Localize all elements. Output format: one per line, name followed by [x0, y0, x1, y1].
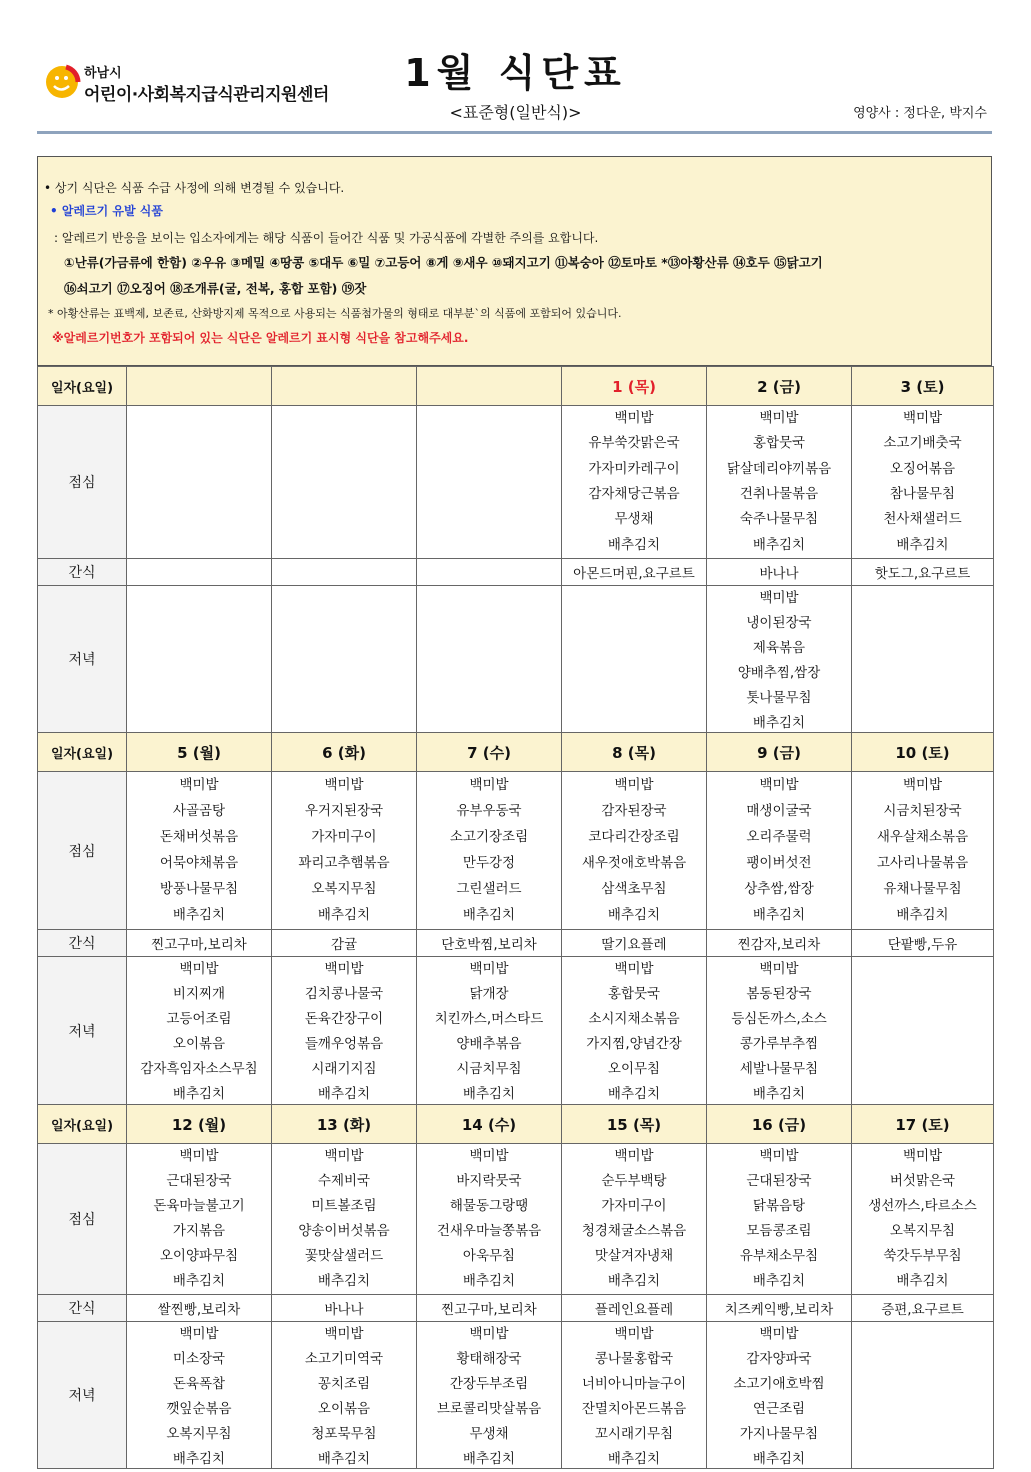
menu-item: 버섯맑은국 — [889, 1173, 956, 1189]
menu-item: 비지찌개 — [172, 986, 226, 1002]
menu-item: 삼색초무침 — [601, 881, 667, 898]
menu-item: 아욱무침 — [462, 1248, 516, 1264]
menu-item: 수제비국 — [317, 1173, 371, 1189]
dinner-label: 저녁 — [38, 586, 127, 733]
menu-item: 코다리간장조림 — [588, 828, 680, 845]
menu-item: 황태해장국 — [456, 1351, 522, 1367]
dinner-cell — [707, 1322, 852, 1469]
menu-item: 미트볼조림 — [311, 1198, 377, 1214]
lunch-cell — [707, 1144, 852, 1295]
snack-row — [38, 559, 994, 586]
menu-item: 만두강정 — [462, 855, 516, 872]
lunch-cell — [562, 1144, 707, 1295]
menu-item: 참나물무침 — [889, 486, 956, 503]
allergy-list: ⑯쇠고기 ⑰오징어 ⑱조개류(굴, 전복, 홍합 포함) ⑲잣 — [64, 281, 367, 296]
dinner-cell — [852, 1322, 994, 1469]
menu-item: 백미밥 — [614, 776, 654, 793]
lunch-label: 점심 — [38, 406, 127, 559]
dinner-cell — [272, 586, 417, 733]
snack-label: 간식 — [38, 559, 127, 586]
menu-item: 오복지무침 — [889, 1223, 956, 1239]
menu-item: 배추김치 — [752, 1451, 806, 1467]
menu-item: 돈육간장구이 — [304, 1011, 384, 1027]
menu-item: 백미밥 — [759, 1148, 799, 1164]
menu-item: 백미밥 — [902, 776, 943, 793]
dinner-cell — [707, 957, 852, 1105]
menu-item: 꽃맛살샐러드 — [304, 1248, 384, 1264]
menu-item: 천사채샐러드 — [883, 511, 962, 528]
date-cell: 2 (금) — [707, 367, 852, 406]
dietitian-names: 영양사 : 정다운, 박지수 — [853, 106, 987, 121]
snack-cell: 아몬드머핀,요구르트 — [562, 559, 707, 586]
menu-item: 홍합뭇국 — [607, 986, 661, 1002]
menu-item: 홍합뭇국 — [752, 435, 806, 452]
date-cell: 1 (목) — [562, 367, 707, 406]
menu-item: 건새우마늘쫑볶음 — [436, 1223, 542, 1239]
dinner-cell — [272, 957, 417, 1105]
menu-item: 유부채소무침 — [739, 1248, 819, 1264]
menu-item: 백미밥 — [902, 410, 943, 427]
menu-item: 우거지된장국 — [304, 802, 384, 819]
menu-item: 배추김치 — [172, 1086, 226, 1102]
menu-item: 시금치된장국 — [883, 802, 962, 819]
menu-item: 잔멸치아몬드볶음 — [581, 1401, 687, 1417]
date-cell — [272, 367, 417, 406]
snack-cell: 감귤 — [272, 930, 417, 957]
menu-item: 백미밥 — [324, 1148, 364, 1164]
menu-item: 백미밥 — [614, 1326, 654, 1342]
menu-item: 오이볶음 — [172, 1036, 226, 1052]
menu-item: 배추김치 — [172, 907, 226, 924]
allergy-list: ①난류(가금류에 한함) ②우유 ③메밀 ④땅콩 ⑤대두 ⑥밀 ⑦고등어 ⑧게 ⑨새우 ⑩돼지고기 ⑪복숭아 ⑫토마토 *⑬아황산류 ⑭호두 ⑮닭고기 — [64, 255, 823, 270]
menu-item: 유부쑥갓맑은국 — [588, 435, 680, 452]
menu-item: 숙주나물무침 — [739, 511, 819, 528]
snack-cell: 핫도그,요구르트 — [852, 559, 994, 586]
lunch-cell — [272, 406, 417, 559]
menu-item: 꽈리고추햄볶음 — [298, 855, 390, 872]
menu-item: 오복지무침 — [166, 1426, 232, 1442]
menu-item: 매생이굴국 — [746, 802, 812, 819]
menu-item: 간장두부조림 — [449, 1376, 529, 1392]
menu-item: 배추김치 — [317, 1273, 371, 1289]
menu-item: 방풍나물무침 — [159, 881, 239, 898]
snack-cell: 찐고구마,보리차 — [417, 1295, 562, 1322]
menu-item: 소고기장조림 — [449, 828, 529, 845]
menu-item: 돈육마늘불고기 — [153, 1198, 245, 1214]
menu-item: 백미밥 — [759, 590, 799, 606]
date-cell: 5 (월) — [127, 733, 272, 772]
menu-item: 고등어조림 — [166, 1011, 232, 1027]
header-divider — [37, 131, 992, 134]
menu-item: 배추김치 — [317, 1086, 371, 1102]
date-label: 일자(요일) — [38, 733, 127, 772]
lunch-cell — [562, 772, 707, 930]
menu-item: 소고기미역국 — [304, 1351, 384, 1367]
snack-cell: 바나나 — [707, 559, 852, 586]
menu-item: 양배추볶음 — [456, 1036, 522, 1052]
date-cell: 13 (화) — [272, 1105, 417, 1144]
lunch-cell — [852, 1144, 994, 1295]
menu-item: 배추김치 — [462, 1451, 516, 1467]
snack-cell: 단팥빵,두유 — [852, 930, 994, 957]
lunch-cell — [852, 406, 994, 559]
dinner-cell — [417, 1322, 562, 1469]
date-cell: 17 (토) — [852, 1105, 994, 1144]
date-cell: 6 (화) — [272, 733, 417, 772]
date-row — [38, 733, 994, 772]
menu-item: 가지볶음 — [172, 1223, 226, 1239]
snack-cell: 찐고구마,보리차 — [127, 930, 272, 957]
menu-item: 치킨까스,머스타드 — [434, 1011, 544, 1027]
date-row — [38, 367, 994, 406]
menu-item: 배추김치 — [752, 1086, 806, 1102]
menu-item: 백미밥 — [179, 776, 219, 793]
date-label: 일자(요일) — [38, 1105, 127, 1144]
date-cell: 16 (금) — [707, 1105, 852, 1144]
date-row — [38, 1105, 994, 1144]
snack-label: 간식 — [38, 1295, 127, 1322]
notice-line: : 알레르기 반응을 보이는 입소자에게는 해당 식품이 들어간 식품 및 가공식품에 각별한 주의를 요합니다. — [54, 231, 599, 245]
dinner-label: 저녁 — [38, 1322, 127, 1469]
lunch-cell — [272, 772, 417, 930]
menu-item: 배추김치 — [317, 907, 371, 924]
lunch-cell — [127, 406, 272, 559]
menu-item: 브로콜리맛살볶음 — [436, 1401, 542, 1417]
menu-item: 닭볶음탕 — [752, 1198, 806, 1214]
snack-cell: 딸기요플레 — [562, 930, 707, 957]
page-header — [0, 0, 1031, 140]
menu-item: 가자미구이 — [311, 828, 377, 845]
menu-item: 배추김치 — [607, 1273, 661, 1289]
menu-item: 소시지채소볶음 — [588, 1011, 680, 1027]
menu-item: 백미밥 — [179, 961, 219, 977]
menu-item: 돈채버섯볶음 — [159, 828, 239, 845]
allergy-heading: • 알레르기 유발 식품 — [50, 204, 163, 218]
date-cell: 14 (수) — [417, 1105, 562, 1144]
dinner-cell — [127, 957, 272, 1105]
menu-item: 쑥갓두부무침 — [883, 1248, 962, 1264]
notice-box — [37, 156, 992, 366]
menu-item: 백미밥 — [324, 776, 364, 793]
dinner-cell — [852, 957, 994, 1105]
dinner-cell — [562, 1322, 707, 1469]
org-name: 어린이·사회복지급식관리지원센터 — [84, 85, 329, 105]
menu-item: 냉이된장국 — [746, 615, 812, 631]
menu-item: 소고기배춧국 — [883, 435, 962, 452]
menu-item: 팽이버섯전 — [746, 855, 812, 872]
dinner-row — [38, 586, 994, 733]
menu-item: 가자미카레구이 — [588, 460, 680, 477]
dinner-cell — [272, 1322, 417, 1469]
menu-item: 꽁치조림 — [317, 1376, 371, 1392]
notice-line: • 상기 식단은 식품 수급 사정에 의해 변경될 수 있습니다. — [44, 181, 345, 195]
menu-item: 건취나물볶음 — [739, 486, 819, 503]
lunch-cell — [852, 772, 994, 930]
date-cell: 15 (목) — [562, 1105, 707, 1144]
lunch-cell — [562, 406, 707, 559]
lunch-cell — [707, 406, 852, 559]
menu-item: 시래기지짐 — [311, 1061, 377, 1077]
menu-item: 배추김치 — [896, 1273, 949, 1289]
menu-item: 배추김치 — [462, 1086, 516, 1102]
snack-cell — [127, 559, 272, 586]
dinner-cell — [707, 586, 852, 733]
menu-table — [37, 366, 994, 1469]
sulfite-note: * 아황산류는 표백제, 보존료, 산화방지제 목적으로 사용되는 식품첨가물의 형태로 대부분`의 식품에 포함되어 있습니다. — [48, 307, 622, 320]
lunch-label: 점심 — [38, 772, 127, 930]
menu-item: 백미밥 — [324, 961, 364, 977]
snack-cell: 플레인요플레 — [562, 1295, 707, 1322]
menu-item: 오징어볶음 — [889, 460, 956, 477]
menu-item: 무생채 — [469, 1426, 509, 1442]
menu-item: 유부우동국 — [456, 802, 522, 819]
menu-item: 배추김치 — [317, 1451, 371, 1467]
menu-item: 배추김치 — [607, 907, 661, 924]
menu-item: 배추김치 — [896, 907, 949, 924]
menu-item: 배추김치 — [607, 536, 661, 553]
menu-item: 제육볶음 — [752, 640, 806, 656]
dinner-cell — [417, 586, 562, 733]
menu-item: 감자흑임자소스무침 — [140, 1061, 258, 1077]
menu-item: 어묵야채볶음 — [159, 855, 239, 872]
menu-item: 백미밥 — [469, 776, 509, 793]
menu-item: 오이무침 — [607, 1061, 661, 1077]
snack-cell: 바나나 — [272, 1295, 417, 1322]
menu-item: 오이볶음 — [317, 1401, 371, 1417]
page-title: 1월 식단표 — [404, 51, 627, 95]
menu-item: 백미밥 — [469, 1326, 509, 1342]
lunch-cell — [272, 1144, 417, 1295]
menu-item: 닭살데리야끼볶음 — [726, 460, 832, 477]
lunch-row — [38, 772, 994, 930]
menu-item: 상추쌈,쌈장 — [744, 881, 814, 898]
date-cell: 12 (월) — [127, 1105, 272, 1144]
menu-item: 양배추찜,쌈장 — [737, 665, 821, 681]
date-cell: 7 (수) — [417, 733, 562, 772]
menu-item: 배추김치 — [752, 907, 806, 924]
menu-item: 감자채당근볶음 — [588, 486, 680, 503]
snack-label: 간식 — [38, 930, 127, 957]
lunch-cell — [417, 772, 562, 930]
lunch-row — [38, 406, 994, 559]
menu-item: 오리주물럭 — [746, 828, 812, 845]
menu-item: 백미밥 — [614, 961, 654, 977]
snack-cell: 찐감자,보리차 — [707, 930, 852, 957]
menu-item: 톳나물무침 — [746, 690, 812, 706]
menu-item: 유채나물무침 — [883, 881, 962, 898]
menu-item: 감자된장국 — [601, 802, 667, 819]
page-subtitle: <표준형(일반식)> — [449, 103, 582, 122]
menu-item: 백미밥 — [469, 961, 509, 977]
lunch-label: 점심 — [38, 1144, 127, 1295]
menu-item: 배추김치 — [172, 1273, 226, 1289]
menu-item: 배추김치 — [896, 536, 949, 553]
menu-item: 콩가루부추찜 — [739, 1036, 819, 1052]
lunch-cell — [417, 406, 562, 559]
dinner-row — [38, 957, 994, 1105]
org-city-name: 하남시 — [84, 66, 122, 81]
lunch-cell — [127, 772, 272, 930]
menu-item: 배추김치 — [462, 907, 516, 924]
menu-item: 돈육폭찹 — [172, 1376, 226, 1392]
menu-item: 백미밥 — [759, 1326, 799, 1342]
dinner-row — [38, 1322, 994, 1469]
date-cell — [417, 367, 562, 406]
snack-cell: 쌀찐빵,보리차 — [127, 1295, 272, 1322]
lunch-cell — [707, 772, 852, 930]
menu-item: 닭개장 — [469, 986, 509, 1002]
dinner-cell — [127, 586, 272, 733]
menu-item: 무생채 — [614, 511, 654, 528]
menu-item: 순두부백탕 — [601, 1173, 667, 1189]
menu-item: 배추김치 — [607, 1451, 661, 1467]
menu-item: 근대된장국 — [166, 1173, 232, 1189]
menu-item: 백미밥 — [759, 410, 799, 427]
menu-item: 배추김치 — [462, 1273, 516, 1289]
menu-item: 감자양파국 — [746, 1351, 812, 1367]
menu-item: 그린샐러드 — [456, 881, 522, 898]
menu-item: 배추김치 — [752, 715, 806, 731]
menu-item: 근대된장국 — [746, 1173, 812, 1189]
menu-item: 배추김치 — [752, 1273, 806, 1289]
dinner-label: 저녁 — [38, 957, 127, 1105]
menu-item: 꼬시래기무침 — [594, 1426, 674, 1442]
menu-item: 배추김치 — [752, 536, 806, 553]
dinner-cell — [417, 957, 562, 1105]
date-cell: 10 (토) — [852, 733, 994, 772]
snack-row — [38, 930, 994, 957]
menu-item: 가지찜,양념간장 — [586, 1036, 682, 1052]
menu-item: 해물동그랑땡 — [449, 1198, 529, 1214]
menu-item: 백미밥 — [759, 961, 799, 977]
menu-item: 미소장국 — [172, 1351, 226, 1367]
snack-cell: 치즈케익빵,보리차 — [707, 1295, 852, 1322]
menu-item: 너비아니마늘구이 — [581, 1376, 687, 1392]
menu-item: 새우젓애호박볶음 — [581, 855, 687, 872]
menu-item: 봄동된장국 — [746, 986, 812, 1002]
menu-item: 가자미구이 — [601, 1198, 667, 1214]
menu-item: 세발나물무침 — [739, 1061, 819, 1077]
menu-item: 오이양파무침 — [159, 1248, 239, 1264]
menu-item: 가지나물무침 — [739, 1426, 819, 1442]
lunch-row — [38, 1144, 994, 1295]
menu-item: 백미밥 — [179, 1148, 219, 1164]
lunch-cell — [127, 1144, 272, 1295]
allergy-warning: ※알레르기번호가 포함되어 있는 식단은 알레르기 표시형 식단을 참고해주세요. — [52, 331, 469, 345]
menu-item: 연근조림 — [752, 1401, 806, 1417]
menu-item: 고사리나물볶음 — [876, 855, 969, 872]
menu-item: 모듬콩조림 — [746, 1223, 812, 1239]
menu-item: 백미밥 — [324, 1326, 364, 1342]
menu-item: 등심돈까스,소스 — [731, 1011, 827, 1027]
menu-item: 콩나물홍합국 — [594, 1351, 674, 1367]
menu-item: 들깨우엉볶음 — [304, 1036, 384, 1052]
menu-item: 배추김치 — [172, 1451, 226, 1467]
menu-item: 백미밥 — [469, 1148, 509, 1164]
menu-item: 바지락뭇국 — [456, 1173, 522, 1189]
dinner-cell — [127, 1322, 272, 1469]
dinner-cell — [562, 586, 707, 733]
menu-item: 오복지무침 — [311, 881, 377, 898]
menu-item: 백미밥 — [759, 776, 799, 793]
menu-item: 백미밥 — [179, 1326, 219, 1342]
menu-item: 청포묵무침 — [311, 1426, 377, 1442]
date-cell — [127, 367, 272, 406]
lunch-cell — [417, 1144, 562, 1295]
menu-item: 양송이버섯볶음 — [298, 1223, 390, 1239]
menu-item: 청경채굴소스볶음 — [581, 1223, 687, 1239]
snack-cell — [272, 559, 417, 586]
snack-cell — [417, 559, 562, 586]
date-label: 일자(요일) — [38, 367, 127, 406]
snack-row — [38, 1295, 994, 1322]
menu-item: 김치콩나물국 — [304, 986, 384, 1002]
menu-item: 시금치무침 — [456, 1061, 522, 1077]
menu-item: 맛살겨자냉채 — [594, 1248, 674, 1264]
date-cell: 8 (목) — [562, 733, 707, 772]
menu-item: 소고기애호박찜 — [733, 1376, 825, 1392]
menu-item: 배추김치 — [607, 1086, 661, 1102]
snack-cell: 증편,요구르트 — [852, 1295, 994, 1322]
menu-item: 생선까스,타르소스 — [868, 1198, 977, 1214]
menu-item: 백미밥 — [614, 410, 654, 427]
menu-item: 깻잎순볶음 — [166, 1401, 232, 1417]
date-cell: 9 (금) — [707, 733, 852, 772]
menu-item: 사골곰탕 — [172, 802, 226, 819]
date-cell: 3 (토) — [852, 367, 994, 406]
menu-item: 백미밥 — [902, 1148, 943, 1164]
menu-item: 백미밥 — [614, 1148, 654, 1164]
dinner-cell — [562, 957, 707, 1105]
dinner-cell — [852, 586, 994, 733]
menu-item: 새우살채소볶음 — [876, 828, 969, 845]
snack-cell: 단호박찜,보리차 — [417, 930, 562, 957]
